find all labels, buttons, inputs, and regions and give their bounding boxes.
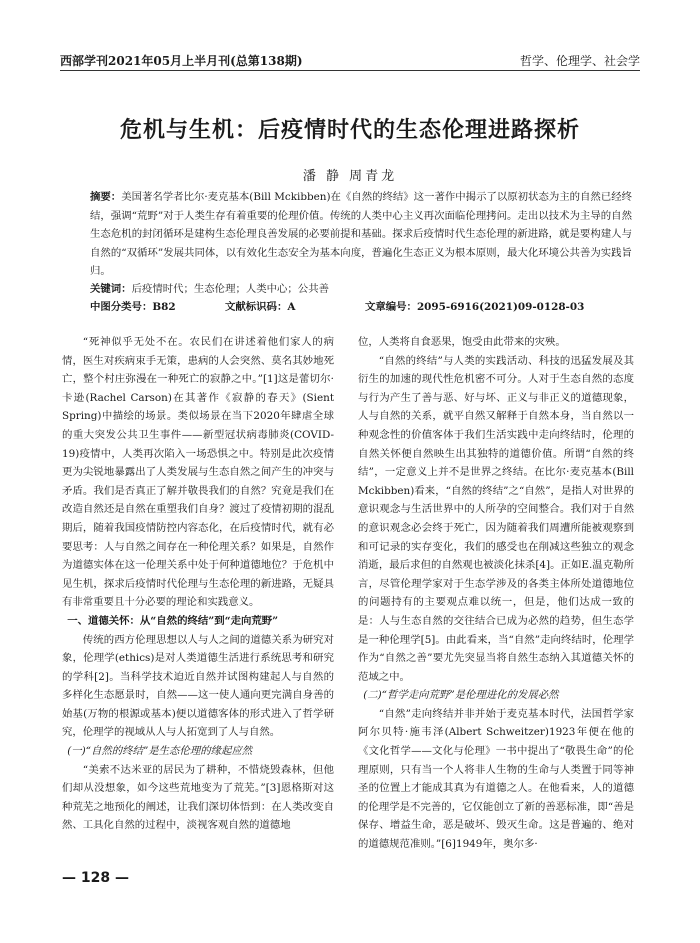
section-name: 哲学、伦理学、社会学 — [519, 54, 640, 68]
journal-info: 西部学刊2021年05月上半月刊(总第138期) — [60, 54, 303, 68]
running-header — [60, 50, 640, 71]
body-paragraph: “美索不达米亚的居民为了耕种，不惜烧毁森林，但他们却从没想象，如今这些荒地变为了荒芜。”[3]恩格斯对这种荒芜之地预化的阐述，让我们深切体悟到：在人类改变自然、工具化自然的过程中，淡视客观自然的道德地 — [62, 763, 334, 832]
body-paragraph: 传统的西方伦理思想以人与人之间的道德关系为研究对象，伦理学(ethics)是对人类道德生活进行系统思考和研究的学科[2]。当科学技术迫近自然并试图构建起人与自然的多样化生态愿景时，自然——这一使人通向更完满自身善的始基(万物的根源或基本)便以道德客体的形式进入了哲学研究，伦理学的视域从人与人拓宽到了人与自然。 — [62, 633, 334, 739]
authors: 潘 静 周青龙 — [302, 169, 398, 184]
body-paragraph: “自然的终结”与人类的实践活动、科技的迅猛发展及其衍生的加速的现代性危机密不可分。人对于生态自然的态度与行为产生了善与恶、好与坏、正义与非正义的道德现象，人与自然的关系，就平自然又解释于自然本身，当自然以一种观念性的价值客体于我们生活实践中走向终结时，伦理的自然关怀便自然映生出其独特的道德价值。所谓“自然的终结”，一定意义上并不是世界之终结。在比尔·麦克基本(Bill Mckibben)看来，“自然的终结”之“自然”，是指人对世界的意识观念与生活世界中的人所孕的空间整合。我们对于自然的意识观念必会终于死亡，因为随着我们周遭所能被观察到和可记录的实存变化，我们的感受也在削减这些独立的观念消逝，最后求但的自然观也被淡化抹杀[4]。正如E.温克勒所言，尽管伦理学家对于生态学涉及的各类主体所处道德地位的问题持有的主要观点难以统一，但是，他们达成一致的是：人与生态自然的交往结合已成为必然的趋势，但生态学是一种伦理学[5]。由此看来，当“自然”走向终结时，伦理学作为“自然之善”要尤先突显当将自然生态纳入其道德关怀的范域之中。 — [358, 354, 634, 683]
right-column — [358, 333, 634, 854]
abstract — [90, 188, 632, 281]
body-paragraph: 位，人类将自食恶果，饱受由此带来的灾殃。 — [358, 336, 566, 348]
document-code: 文献标识码：A — [225, 301, 296, 313]
body-paragraph: “死神似乎无处不在。农民们在讲述着他们家人的病情，医生对疾病束手无策，患病的人会突然、莫名其妙地死亡，整个村庄弥漫在一种死亡的寂静之中。”[1]这是蕾切尔·卡逊(Rachel Carson)在其著作《寂静的春天》(Sient Spring)中描绘的场景。类似场景在当下2020年肆虐全球的重大突发公共卫生事件——新型冠状病毒肺炎(COVID-19)疫情中，人类再次陷入一场恐惧之中。特别是此次疫情更为尖锐地暴露出了人类发展与生态自然之间产生的冲突与矛盾。我们是否真正了解并敬畏我们的自然？究竟是我们在改造自然还是自然在重塑我们自身？渡过了疫情初期的混乱期后，随着我国疫情防控内容态化，在后疫情时代，就有必要思考：人与自然之间存在一种伦理关系？如果是，自然作为道德实体在这一伦理关系中处于何种道德地位？于危机中见生机，探求后疫情时代伦理与生态伦理的新进路，无疑具有非常重要且十分必要的理论和实践意义。 — [62, 336, 334, 609]
article-title: 危机与生机：后疫情时代的生态伦理进路探析 — [119, 118, 580, 143]
keywords-text: 后疫情时代；生态伦理；人类中心；公共善 — [131, 283, 329, 295]
keywords — [90, 281, 632, 297]
keywords-label: 关键词： — [90, 283, 132, 295]
subsection-heading: (一)“自然的终结”是生态伦理的缘起应然 — [67, 745, 253, 758]
left-column — [62, 333, 334, 835]
subsection-heading: (二)“哲学走向荒野”是伦理进化的发展必然 — [363, 689, 559, 702]
abstract-label: 摘要： — [90, 191, 122, 203]
body-paragraph: “自然”走向终结并非并始于麦克基本时代，法国哲学家阿尔贝特·施韦泽(Albert Schweitzer)1923年便在他的《文化哲学——文化与伦理》一书中提出了“敬畏生命”的伦理原则，只有当一个人将非人生物的生命与人类置于同等神圣的位置上才能成其真为有道德之人。在他看来，人的道德的伦理学是不完善的，它仅能创立了新的善恶标准，即“善是保存、增益生命，恶是破坏、毁灭生命。这是普遍的、绝对的道德规范准则。”[6]1949年，奥尔多· — [358, 707, 634, 851]
clc-number: 中图分类号：B82 — [90, 301, 176, 313]
article-number: 文章编号：2095-6916(2021)09-0128-03 — [365, 301, 585, 313]
abstract-text: 美国著名学者比尔·麦克基本(Bill Mckibben)在《自然的终结》这一著作中揭示了以原初状态为主的自然已经终结，强调“荒野”对于人类生存有着重要的伦理价值。传统的人类中心主义再次面临伦理拷问。走出以技术为主导的自然生态危机的封闭循环是建构生态伦理良善发展的必要前提和基础。探求后疫情时代生态伦理的新进路，就是要构建人与自然的“双循环”发展共同体，以有效化生态安全为基本向度，普遍化生态正义为根本原则，最大化环境公共善为实践旨归。 — [90, 191, 633, 277]
classification-line — [90, 298, 632, 314]
page-number: — 128 — — [62, 870, 129, 886]
section-heading: 一、道德关怀：从“自然的终结”到“走向荒野” — [67, 614, 279, 627]
